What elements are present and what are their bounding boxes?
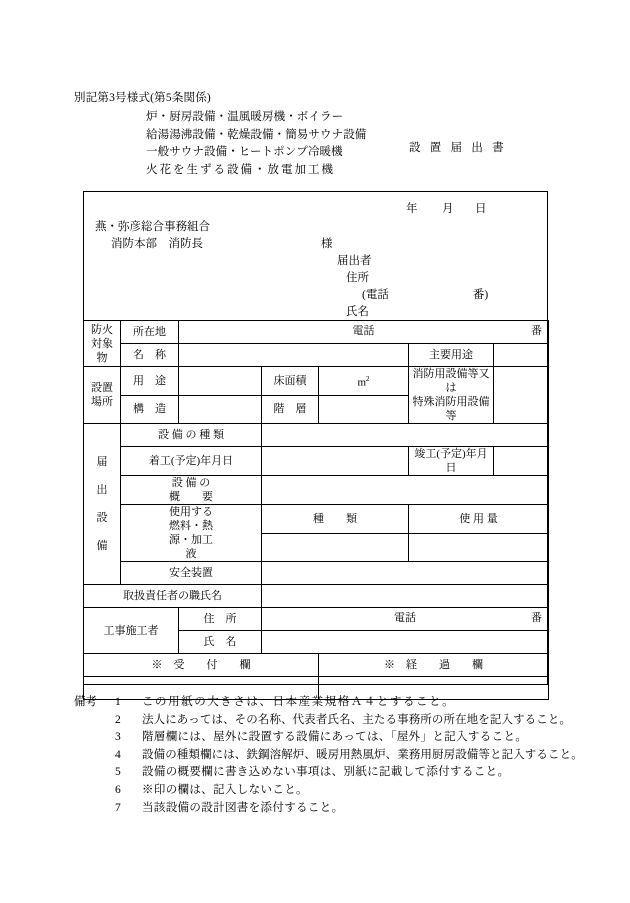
notes-section	[74, 694, 594, 817]
contractor-address-value[interactable]	[262, 608, 549, 631]
floor-level-value[interactable]	[319, 395, 409, 424]
note-text: ※印の欄は、記入しないこと。	[142, 783, 308, 796]
floor-area-value[interactable]	[319, 367, 409, 396]
applicant-address-label: 住所	[346, 272, 369, 284]
table-row	[84, 562, 549, 585]
note-item	[74, 747, 594, 765]
table-row	[84, 344, 549, 367]
contractor-name-label: 氏 名	[179, 631, 262, 654]
equipment-type-value[interactable]	[262, 424, 549, 447]
structure-label: 構 造	[121, 395, 179, 424]
note-item	[74, 712, 594, 730]
main-use-label: 主要用途	[409, 344, 494, 367]
note-item	[74, 764, 594, 782]
fuel-amount-header: 使 用 量	[409, 505, 549, 534]
table-row	[84, 447, 549, 476]
note-text: 設備の種類欄には、鉄鋼溶解炉、暖房用熱風炉、業務用厨房設備等と記入すること。	[142, 748, 583, 761]
phone-close-label: 番)	[472, 289, 489, 301]
floor-area-unit-sup: 2	[366, 374, 370, 383]
title-line-1: 炉・厨房設備・温風暖房機・ボイラー	[146, 111, 344, 123]
start-date-value[interactable]	[262, 447, 409, 476]
applicant-phone-label	[362, 286, 488, 302]
note-number: 1	[115, 696, 121, 708]
note-text: この用紙の大きさは、日本産業規格Ａ４とすること。	[142, 696, 456, 708]
fuel-kind-header: 種 類	[262, 505, 409, 534]
safety-device-value[interactable]	[262, 562, 549, 585]
filing-section-label: 届 出 設 備	[84, 424, 121, 585]
applicant-label: 届出者	[337, 255, 372, 267]
contractor-label: 工事施工者	[84, 608, 179, 654]
fuel-amount-value[interactable]	[409, 533, 549, 562]
table-row	[84, 585, 549, 608]
floor-area-unit: $m^2$	[357, 374, 370, 389]
organization-name: 燕・弥彦総合事務組合	[95, 221, 210, 233]
main-use-value[interactable]	[494, 344, 549, 367]
building-name-value[interactable]	[179, 344, 409, 367]
location-use-label: 用 途	[121, 367, 179, 396]
table-row	[84, 367, 549, 396]
title-line-4: 火花を生ずる設備・放電加工機	[146, 163, 335, 176]
table-row	[84, 424, 549, 447]
equipment-type-label: 設 備 の 種 類	[121, 424, 262, 447]
document-title: 設 置 届 出 書	[409, 142, 507, 154]
note-number: 2	[115, 713, 121, 726]
title-line-2: 給湯湯沸設備・乾燥設備・簡易サウナ設備	[146, 128, 367, 141]
note-number: 7	[115, 801, 121, 814]
contractor-address-label: 住 所	[179, 608, 262, 631]
building-tel-label: 電話	[352, 325, 375, 337]
note-text: 設備の概要欄に書き込めない事項は、別紙に記載して添付すること。	[142, 766, 510, 779]
note-text: 法人にあっては、その名称、代表者氏名、主たる事務所の所在地を記入すること。	[142, 713, 572, 726]
note-number: 4	[115, 748, 121, 761]
receipt-column-label: ※ 受 付 欄	[84, 654, 319, 677]
honorific-label: 様	[321, 238, 333, 250]
date-line	[406, 200, 487, 216]
equipment-outline-label: 設 備 の 概 要	[121, 476, 262, 505]
floor-area-label: 床面積	[262, 367, 319, 396]
title-line-3: 一般サウナ設備・ヒートポンプ冷暖機	[146, 146, 343, 158]
end-date-label: 竣工(予定)年月日	[409, 447, 494, 476]
start-date-label: 着工(予定)年月日	[121, 447, 262, 476]
end-date-value[interactable]	[494, 447, 549, 476]
table-row	[84, 476, 549, 505]
note-number: 6	[115, 783, 121, 796]
building-address-value[interactable]	[179, 321, 549, 344]
note-number: 5	[115, 766, 121, 779]
note-item	[74, 729, 594, 747]
building-address-label: 所在地	[121, 321, 179, 344]
building-name-label: 名 称	[121, 344, 179, 367]
manager-value[interactable]	[262, 585, 549, 608]
table-row	[84, 654, 549, 677]
date-day-label: 日	[475, 203, 487, 215]
note-number: 3	[115, 731, 121, 744]
note-text: 階層欄には、屋外に設置する設備にあっては、「屋外」と記入すること。	[142, 731, 528, 744]
notes-label: 備考	[74, 696, 97, 708]
form-frame	[83, 191, 548, 685]
date-year-label: 年	[406, 203, 418, 215]
fire-equipment-value[interactable]	[494, 367, 549, 424]
progress-column-label: ※ 経 過 欄	[319, 654, 549, 677]
note-item	[74, 782, 594, 800]
equipment-outline-value[interactable]	[262, 476, 549, 505]
fuel-label: 使用する 燃料・熱 源・加工 液	[121, 505, 262, 562]
location-section-label: 設置 場所	[84, 367, 121, 424]
fire-equipment-label: 消防用設備等又は 特殊消防用設備等	[409, 367, 494, 424]
form-table	[83, 320, 549, 700]
safety-device-label: 安全装置	[121, 562, 262, 585]
contractor-name-value[interactable]	[262, 631, 549, 654]
form-number: 別記第3号様式(第5条関係)	[74, 92, 211, 104]
fuel-kind-value[interactable]	[262, 533, 409, 562]
contractor-ban-label: 番	[531, 612, 543, 624]
manager-label: 取扱責任者の職氏名	[84, 585, 262, 608]
table-row	[84, 321, 549, 344]
phone-open-label: (電話	[362, 289, 389, 301]
floor-level-label: 階 層	[262, 395, 319, 424]
note-item	[74, 694, 594, 712]
table-row	[84, 608, 549, 631]
building-section-label: 防火 対象 物	[84, 321, 121, 367]
location-use-value[interactable]	[179, 367, 262, 396]
table-row	[84, 505, 549, 534]
structure-value[interactable]	[179, 395, 262, 424]
applicant-name-label: 氏名	[346, 306, 369, 318]
contractor-tel-label: 電話	[394, 612, 417, 624]
fire-department-chief: 消防本部 消防長	[111, 238, 203, 250]
equipment-title-list	[146, 109, 398, 179]
note-item	[74, 800, 594, 818]
building-tel-ban-label: 番	[531, 325, 543, 337]
note-text: 当該設備の設計図書を添付すること。	[142, 801, 344, 814]
date-month-label: 月	[442, 203, 454, 215]
